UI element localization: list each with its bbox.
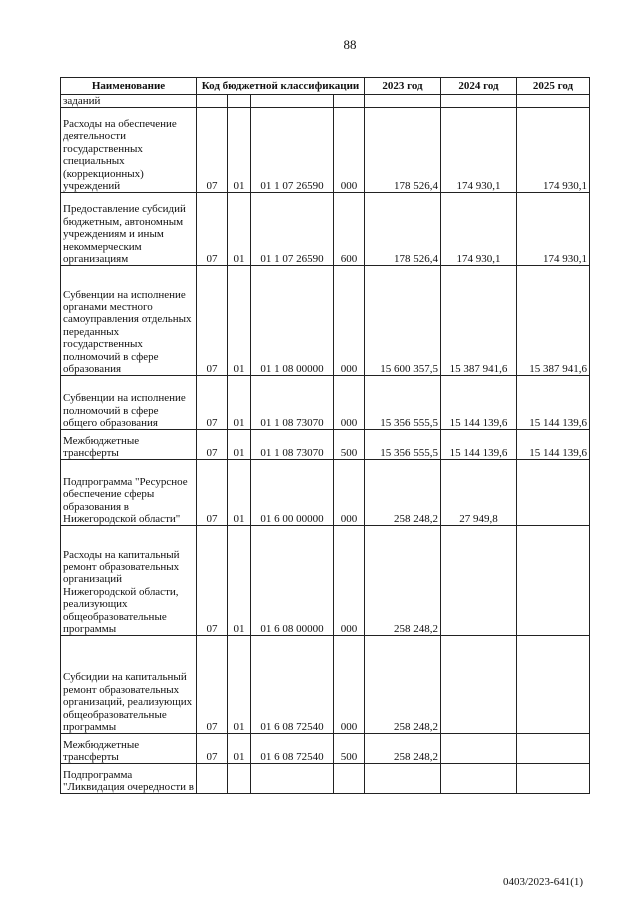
cell-name: Предоставление субсидий бюджетным, автономным учреждениям и иным некоммерческим организациям [61,193,197,266]
cell-ved: 07 [197,266,228,376]
cell-target-article: 01 1 07 26590 [251,108,334,193]
cell-2025: 174 930,1 [517,193,590,266]
cell-ved: 07 [197,460,228,526]
cell-section: 01 [228,526,251,636]
cell-2023: 258 248,2 [365,526,441,636]
cell-2023 [365,95,441,108]
header-year-2023: 2023 год [365,78,441,95]
cell-expense-type [334,95,365,108]
cell-section [228,764,251,794]
cell-target-article: 01 6 08 72540 [251,636,334,734]
cell-target-article: 01 1 07 26590 [251,193,334,266]
cell-2024: 27 949,8 [441,460,517,526]
table-row [61,764,590,794]
cell-2024 [441,764,517,794]
cell-name: Расходы на обеспечение деятельности государственных специальных (коррекционных) учреждений [61,108,197,193]
cell-2025 [517,734,590,764]
cell-name: Межбюджетные трансферты [61,430,197,460]
cell-ved [197,95,228,108]
cell-target-article [251,95,334,108]
cell-2024 [441,526,517,636]
cell-2023: 258 248,2 [365,460,441,526]
cell-section: 01 [228,636,251,734]
cell-expense-type: 000 [334,108,365,193]
cell-target-article: 01 1 08 73070 [251,376,334,430]
cell-expense-type: 600 [334,193,365,266]
cell-name: Расходы на капитальный ремонт образовательных организаций Нижегородской области, реализующих общеобразовательные программы [61,526,197,636]
cell-ved: 07 [197,636,228,734]
cell-section: 01 [228,376,251,430]
cell-target-article [251,764,334,794]
cell-ved: 07 [197,526,228,636]
header-year-2025: 2025 год [517,78,590,95]
cell-name: заданий [61,95,197,108]
cell-target-article: 01 6 08 00000 [251,526,334,636]
cell-section: 01 [228,430,251,460]
cell-expense-type: 000 [334,266,365,376]
cell-name: Субсидии на капитальный ремонт образовательных организаций, реализующих общеобразовательные программы [61,636,197,734]
cell-2025: 15 144 139,6 [517,430,590,460]
cell-expense-type: 000 [334,376,365,430]
cell-2025 [517,764,590,794]
cell-2023: 258 248,2 [365,734,441,764]
table-row [61,108,590,193]
cell-ved [197,764,228,794]
cell-2024 [441,734,517,764]
header-year-2024: 2024 год [441,78,517,95]
header-budget-code: Код бюджетной классификации [197,78,365,95]
cell-ved: 07 [197,376,228,430]
cell-2024: 15 387 941,6 [441,266,517,376]
cell-2023: 15 356 555,5 [365,430,441,460]
cell-2024 [441,636,517,734]
cell-target-article: 01 6 00 00000 [251,460,334,526]
cell-section: 01 [228,108,251,193]
cell-2024: 174 930,1 [441,108,517,193]
cell-2023 [365,764,441,794]
cell-name: Субвенции на исполнение полномочий в сфере общего образования [61,376,197,430]
table-row [61,376,590,430]
cell-section [228,95,251,108]
cell-2025: 15 387 941,6 [517,266,590,376]
cell-ved: 07 [197,734,228,764]
cell-name: Подпрограмма "Ресурсное обеспечение сферы образования в Нижегородской области" [61,460,197,526]
page-number: 88 [343,37,357,52]
document-code: 0403/2023-641(1) [503,876,584,888]
cell-target-article: 01 6 08 72540 [251,734,334,764]
cell-target-article: 01 1 08 73070 [251,430,334,460]
cell-section: 01 [228,193,251,266]
cell-2023: 258 248,2 [365,636,441,734]
cell-expense-type: 500 [334,734,365,764]
table-row [61,95,590,108]
cell-ved: 07 [197,430,228,460]
cell-2025: 174 930,1 [517,108,590,193]
cell-ved: 07 [197,193,228,266]
cell-2024: 15 144 139,6 [441,430,517,460]
cell-section: 01 [228,460,251,526]
cell-2023: 15 600 357,5 [365,266,441,376]
cell-name: Подпрограмма "Ликвидация очередности в [61,764,197,794]
table-row [61,193,590,266]
cell-expense-type: 000 [334,636,365,734]
cell-2023: 178 526,4 [365,193,441,266]
cell-target-article: 01 1 08 00000 [251,266,334,376]
cell-2025: 15 144 139,6 [517,376,590,430]
cell-expense-type: 500 [334,430,365,460]
table-row [61,526,590,636]
table-row [61,636,590,734]
table-header-row [61,78,590,95]
cell-2024 [441,95,517,108]
cell-ved: 07 [197,108,228,193]
cell-expense-type [334,764,365,794]
table-row [61,430,590,460]
table-row [61,460,590,526]
cell-2024: 174 930,1 [441,193,517,266]
cell-2025 [517,526,590,636]
header-name: Наименование [61,78,197,95]
cell-section: 01 [228,734,251,764]
cell-expense-type: 000 [334,526,365,636]
cell-2025 [517,460,590,526]
cell-2023: 178 526,4 [365,108,441,193]
cell-2025 [517,636,590,734]
table-row [61,734,590,764]
cell-expense-type: 000 [334,460,365,526]
table-row [61,266,590,376]
cell-2024: 15 144 139,6 [441,376,517,430]
cell-2023: 15 356 555,5 [365,376,441,430]
cell-name: Субвенции на исполнение органами местного самоуправления отдельных переданных государственных полномочий в сфере образования [61,266,197,376]
cell-2025 [517,95,590,108]
cell-section: 01 [228,266,251,376]
budget-table [60,77,590,794]
cell-name: Межбюджетные трансферты [61,734,197,764]
